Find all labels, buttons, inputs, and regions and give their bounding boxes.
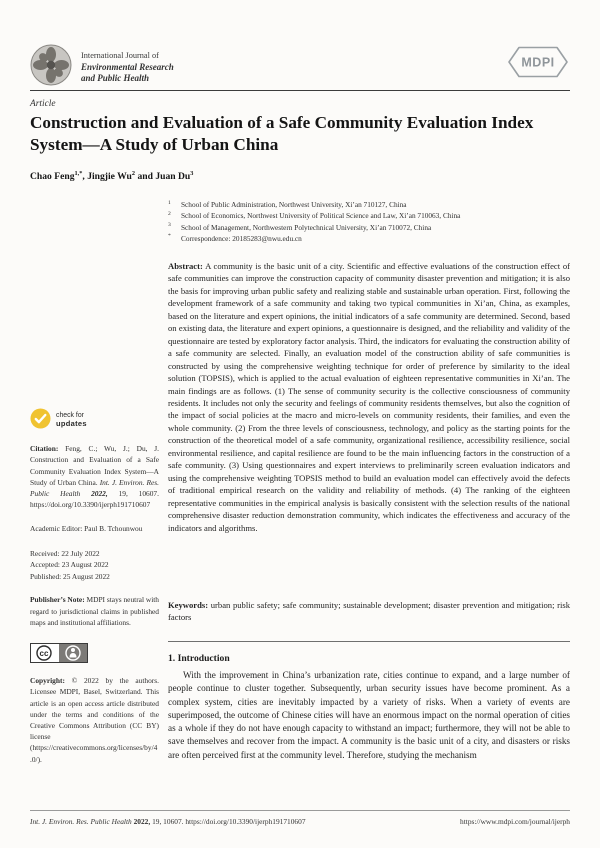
check-for-updates-badge[interactable] bbox=[30, 408, 159, 432]
section-heading-introduction: 1. Introduction bbox=[168, 653, 230, 664]
author-separator: , bbox=[82, 171, 88, 183]
citation-doi[interactable]: 19, 10607. https://doi.org/10.3390/ijerph191710607 bbox=[30, 489, 159, 510]
page-header bbox=[30, 44, 570, 91]
keywords-label: Keywords: bbox=[168, 600, 209, 610]
publisher-note-text: MDPI stays neutral with regard to jurisdictional claims in published maps and institutional affiliations. bbox=[30, 595, 159, 627]
page-footer bbox=[30, 817, 570, 826]
journal-name-line1: International Journal of bbox=[81, 51, 159, 61]
header-divider bbox=[30, 90, 570, 91]
correspondence-email[interactable]: Correspondence: 20185283@nwu.edu.cn bbox=[181, 233, 302, 243]
affiliation-marker: 3 bbox=[168, 222, 171, 229]
author-name: Chao Feng bbox=[30, 171, 75, 183]
author-affiliation-mark: 1,* bbox=[74, 170, 83, 177]
affiliation-text: School of Public Administration, Northwest University, Xi’an 710127, China bbox=[181, 200, 407, 209]
citation-journal: Int. J. Environ. Res. Public Health bbox=[30, 477, 159, 499]
footer-journal-url[interactable]: https://www.mdpi.com/journal/ijerph bbox=[460, 817, 570, 826]
journal-brand bbox=[30, 44, 174, 91]
authors-line bbox=[30, 170, 193, 182]
journal-name bbox=[81, 51, 174, 83]
margin-sidebar bbox=[30, 408, 159, 765]
article-type-label: Article bbox=[30, 99, 56, 109]
copyright-label: Copyright: bbox=[30, 676, 65, 686]
cc-icon-text: cc bbox=[39, 649, 49, 659]
citation-year: 2022, bbox=[91, 489, 108, 499]
journal-name-line2: Environmental Research bbox=[81, 62, 174, 73]
citation-label: Citation: bbox=[30, 444, 59, 454]
introduction-paragraph: With the improvement in China’s urbanization rate, cities continue to expand, and a large number of people continue to cluster together. Subsequently, urban security issues have become prominent. As a complex system, cities are inevitably impacted by a variety of risks. When a variety of events are superimposed, the outcome of Chinese cities will have an enormous impact on the normal operation of cities as a whole if they do not have enough capacity to withstand an impact; furthermore, they will not be able to save themselves and recover from the impact. A community is the basic unit of a city, and disasters or risks are often perceived first at the community level. Therefore, studying the mechanism bbox=[168, 670, 570, 760]
check-for-updates-icon bbox=[30, 408, 51, 432]
check-badge-line1: check for bbox=[56, 412, 84, 419]
cc-by-license-badge[interactable] bbox=[30, 643, 159, 666]
abstract bbox=[168, 260, 570, 534]
author-name: Jingjie Wu bbox=[87, 171, 132, 183]
mdpi-logo bbox=[506, 44, 570, 85]
check-for-updates-label bbox=[56, 412, 87, 428]
published-date: Published: 25 August 2022 bbox=[30, 571, 110, 581]
accepted-date: Accepted: 23 August 2022 bbox=[30, 560, 109, 570]
received-date: Received: 22 July 2022 bbox=[30, 548, 100, 558]
affiliations-list bbox=[168, 199, 570, 244]
abstract-label: Abstract: bbox=[168, 261, 203, 271]
academic-editor: Academic Editor: Paul B. Tchounwou bbox=[30, 524, 143, 534]
publisher-note-label: Publisher’s Note: bbox=[30, 595, 85, 605]
abstract-text: A community is the basic unit of a city. Scientific and effective evaluations of the construction effect of safe communities can improve the construction capacity of community disaster prevention and mitigation; it is also the basis for improving urban public safety and realizing stable and sustainable urban operation. First, following the development framework of a safe community and taking two typical communities in Xi’an, China, as examples, based on the literature and expert opinions, the initial indicators of a safe community are determined. Second, based on existing data, the literature and expert opinions, a questionnaire is designed, and the reliability and validity of the questionnaire are tested by exploratory factor analysis. Third, the indicators for evaluating the construction ability of a safe community are selected. Finally, an evaluation model of the construction ability of safe communities is constructed by using the comprehensive weighting technique for order of preference by similarity to the ideal solution (TOPSIS), which is applied to the actual evaluation of eighteen representative communities in Xi’an. The main findings are as follows. (1) The sense of community security is the collective consciousness of community residents. It includes not only the security and feelings of community residents themselves, but also the cognition of the impact of social policies at the macro and micro-levels on community residents, their families, and even the whole community. (2) From the three levels of consciousness, technology, and policy as the starting points for the construction of the theoretical model of a safe community, organizational resilience, accessibility resilience, social environmental resilience, and capital resilience are found to be the main influencing factors in the construction of a safe community. (3) Using questionnaires and expert interviews to preliminarily screen evaluation indicators and using the comprehensive weighting TOPSIS method to build an evaluation model can effectively avoid the defects of traditional empirical research on the validity and reliability of methods. (4) The ranking of the eighteen representative communities in the empirical analysis is basically consistent with the selection results of the national comprehensive disaster reduction demonstration community, which indicates the effectiveness and accuracy of the indicators and algorithms. bbox=[168, 261, 570, 533]
copyright-block bbox=[30, 675, 159, 765]
footer-divider bbox=[30, 810, 570, 811]
check-badge-line2: updates bbox=[56, 418, 87, 428]
affiliation-text: School of Economics, Northwest University of Political Science and Law, Xi’an 710063, China bbox=[181, 211, 461, 221]
copyright-text: © 2022 by the authors. Licensee MDPI, Basel, Switzerland. This article is an open access article distributed under the terms and conditions of the Creative Commons Attribution (CC BY) license (https://creativecommons.org/licenses/by/4.0/). bbox=[30, 676, 159, 764]
mdpi-logo-text: MDPI bbox=[521, 55, 555, 70]
footer-citation bbox=[30, 817, 306, 826]
author-affiliation-mark: 3 bbox=[190, 170, 194, 177]
affiliation-row bbox=[168, 222, 570, 233]
affiliation-marker: 1 bbox=[168, 199, 171, 206]
author-separator: and bbox=[135, 171, 156, 183]
footer-journal-abbrev: Int. J. Environ. Res. Public Health bbox=[30, 817, 132, 826]
paper-title: Construction and Evaluation of a Safe Community Evaluation Index System—A Study of Urban China bbox=[30, 113, 534, 154]
keywords bbox=[168, 599, 570, 624]
affiliation-marker: 2 bbox=[168, 210, 171, 217]
affiliation-row bbox=[168, 210, 570, 221]
affiliation-text: School of Management, Northwestern Polytechnical University, Xi’an 710072, China bbox=[181, 222, 432, 232]
journal-logo-icon bbox=[30, 44, 72, 91]
keywords-text: urban public safety; safe community; sustainable development; disaster prevention and mitigation; risk factors bbox=[168, 600, 570, 623]
author-name: Juan Du bbox=[155, 171, 191, 183]
publisher-note bbox=[30, 594, 159, 628]
affiliation-row bbox=[168, 199, 570, 210]
footer-doi[interactable]: 19, 10607. https://doi.org/10.3390/ijerph191710607 bbox=[152, 817, 306, 826]
article-dates bbox=[30, 548, 159, 583]
section-divider bbox=[168, 641, 570, 642]
affiliation-marker: * bbox=[168, 233, 171, 240]
journal-name-line3: and Public Health bbox=[81, 72, 150, 83]
footer-year: 2022, bbox=[133, 817, 151, 826]
affiliation-row bbox=[168, 233, 570, 244]
citation-block bbox=[30, 443, 159, 510]
author-affiliation-mark: 2 bbox=[131, 170, 136, 177]
citation-text: Feng, C.; Wu, J.; Du, J. Construction and Evaluation of a Safe Community Evaluation Index System—A Study of Urban China. bbox=[30, 444, 159, 487]
